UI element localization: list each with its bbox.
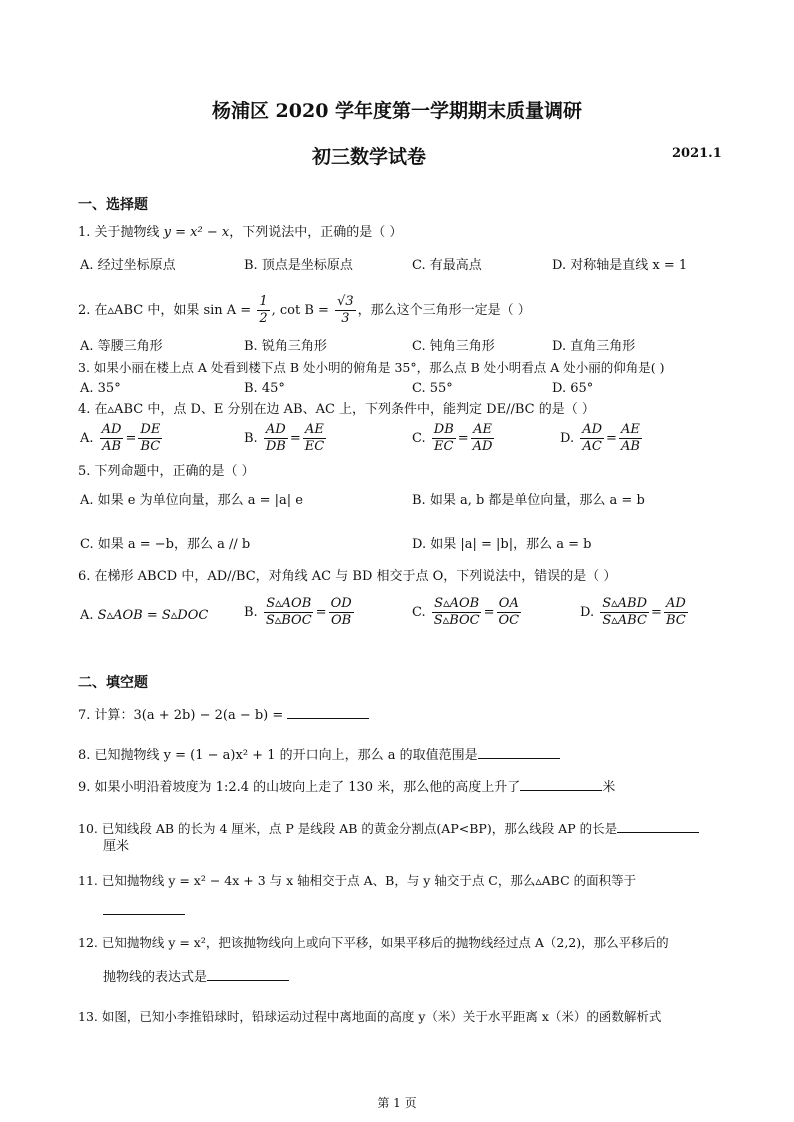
q11-line2 [103, 900, 185, 921]
q11-answer-blank[interactable] [103, 900, 185, 915]
q3-option-d: D. 65° [552, 381, 594, 396]
q6-option-d: D. $\frac{\text{S▵ABD}}{\text{S▵ABC}}$ = $\frac{AD}{BC}$ [580, 596, 686, 628]
exam-subtitle: 初三数学试卷 [311, 146, 426, 168]
q1-option-a: A. 经过坐标原点 [80, 258, 176, 273]
q1-stem: 1. 关于抛物线 y = x² − x，下列说法中，正确的是（ ） [78, 225, 403, 240]
q8-answer-blank[interactable] [478, 744, 560, 759]
q4-option-a: A. $\frac{AD}{AB}$ = $\frac{DE}{BC}$ [80, 422, 161, 454]
q4-option-b: B. $\frac{AD}{DB}$ = $\frac{AE}{EC}$ [244, 422, 325, 454]
q4-stem: 4. 在▵ABC 中，点 D、E 分别在边 AB、AC 上，下列条件中，能判定 DE//BC 的是（ ） [78, 402, 595, 417]
q12-line2: 抛物线的表达式是 [103, 966, 289, 987]
q2-option-b: B. 锐角三角形 [244, 339, 327, 354]
q4-option-c: C. $\frac{DB}{EC}$ = $\frac{AE}{AD}$ [412, 422, 493, 454]
q5-option-c: C. 如果 a = −b，那么 a // b [80, 537, 251, 552]
q6-option-b: B. $\frac{\text{S▵AOB}}{\text{S▵BOC}}$ = $\frac{OD}{OB}$ [244, 596, 352, 628]
q5-option-a: A. 如果 e 为单位向量，那么 a = |a| e [80, 493, 303, 508]
section-choice: 一、选择题 [78, 197, 148, 213]
q5-option-b: B. 如果 a, b 都是单位向量，那么 a = b [412, 493, 645, 508]
q1-option-c: C. 有最高点 [412, 258, 482, 273]
page-number: 第 1 页 [377, 1096, 417, 1110]
q1-option-b: B. 顶点是坐标原点 [244, 258, 353, 273]
q12-answer-blank[interactable] [207, 966, 289, 981]
q10-stem: 10. 已知线段 AB 的长为 4 厘米，点 P 是线段 AB 的黄金分割点(AP<BP)，那么线段 AP 的长是 [78, 818, 699, 838]
q10-unit: 厘米 [103, 839, 130, 854]
q12-stem: 12. 已知抛物线 y = x²，把该抛物线向上或向下平移，如果平移后的抛物线经过点 A（2,2)，那么平移后的 [78, 935, 669, 950]
q2-option-c: C. 钝角三角形 [412, 339, 495, 354]
q10-answer-blank[interactable] [617, 818, 699, 833]
q2-option-d: D. 直角三角形 [552, 339, 636, 354]
q7-answer-blank[interactable] [287, 704, 369, 719]
q2-option-a: A. 等腰三角形 [80, 339, 163, 354]
q6-option-c: C. $\frac{\text{S▵AOB}}{\text{S▵BOC}}$ = $\frac{OA}{OC}$ [412, 596, 520, 628]
q6-stem: 6. 在梯形 ABCD 中，AD//BC，对角线 AC 与 BD 相交于点 O，下列说法中，错误的是（ ） [78, 569, 617, 584]
q1-option-d: D. 对称轴是直线 x = 1 [552, 258, 688, 273]
q9-answer-blank[interactable] [520, 776, 602, 791]
q5-stem: 5. 下列命题中，正确的是（ ） [78, 464, 255, 479]
exam-title: 杨浦区 2020 学年度第一学期期末质量调研 [211, 100, 583, 122]
section-fill: 二、填空题 [78, 675, 148, 691]
q8-stem: 8. 已知抛物线 y = (1 − a)x² + 1 的开口向上，那么 a 的取值范围是 [78, 744, 560, 765]
q9-stem: 9. 如果小明沿着坡度为 1:2.4 的山坡向上走了 130 米，那么他的高度上升了 米 [78, 776, 615, 797]
q13-stem: 13. 如图，已知小李推铅球时，铅球运动过程中离地面的高度 y（米）关于水平距离 x（米）的函数解析式 [78, 1009, 662, 1024]
q4-option-d: D. $\frac{AD}{AC}$ = $\frac{AE}{AB}$ [560, 422, 640, 454]
q3-stem: 3. 如果小丽在楼上点 A 处看到楼下点 B 处小明的俯角是 35°，那么点 B 处小明看点 A 处小丽的仰角是( ) [78, 360, 665, 375]
q11-stem: 11. 已知抛物线 y = x² − 4x + 3 与 x 轴相交于点 A、B，与 y 轴交于点 C，那么▵ABC 的面积等于 [78, 873, 637, 888]
q7-stem: 7. 计算：3(a + 2b) − 2(a − b) = [78, 704, 369, 725]
q3-option-b: B. 45° [244, 381, 285, 396]
exam-date: 2021.1 [672, 146, 722, 161]
q3-option-a: A. 35° [80, 381, 121, 396]
q5-option-d: D. 如果 |a| = |b|，那么 a = b [412, 537, 592, 552]
q6-option-a: A. S▵AOB = S▵DOC [80, 608, 209, 623]
q3-option-c: C. 55° [412, 381, 453, 396]
q2-stem: 2. 在▵ABC 中，如果 sin A = $\frac{1}{2}$ , cot B = $\frac{√3}{3}$ ，那么这个三角形一定是（ ） [78, 294, 531, 326]
